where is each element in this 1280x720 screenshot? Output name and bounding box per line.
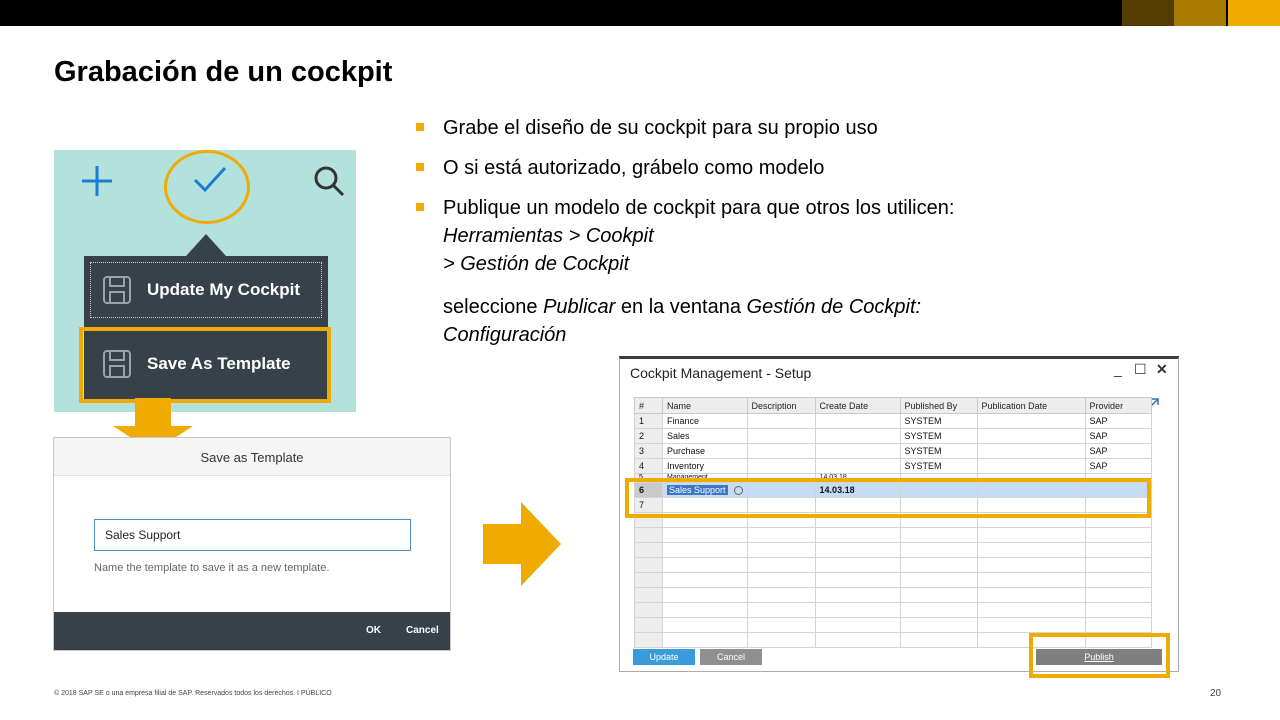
update-my-cockpit-item[interactable] [84,256,328,324]
table-cell [747,414,815,429]
row-number: 5 [635,474,663,483]
publish-button-highlight [1029,633,1170,678]
window-title: Cockpit Management - Setup [630,365,812,381]
top-band [0,0,1280,26]
row-number: 4 [635,459,663,474]
slide-title: Grabación de un cockpit [54,56,393,88]
instruction-text [414,293,1054,321]
empty-row [635,588,1152,603]
search-icon[interactable] [312,164,346,198]
row-number: 6 [635,483,663,498]
instruction-publish: Publicar [543,296,616,318]
instruction-part: seleccione [443,296,544,318]
minimize-button[interactable]: _ [1114,361,1122,377]
empty-row [635,528,1152,543]
empty-row [635,618,1152,633]
bullet-list [414,114,1054,349]
menu-path-line: > Gestión de Cockpit [443,253,630,275]
save-as-template-dialog [53,437,451,651]
templates-table [634,397,1152,648]
column-header[interactable]: Publication Date [977,398,1085,414]
menu-path-line: Herramientas > Cookpit [443,225,654,247]
table-cell: SAP [1085,429,1151,444]
column-header[interactable]: Create Date [815,398,900,414]
brand-swatch-gold [1228,0,1280,26]
dialog-hint: Name the template to save it as a new template. [94,562,330,574]
copyright-footer: © 2018 SAP SE o una empresa filial de SAP. Reservados todos los derechos. I PÚBLICO [54,690,332,697]
table-cell [815,444,900,459]
template-name-input[interactable]: Sales Support [94,519,411,551]
table-cell: Purchase [663,444,748,459]
column-header[interactable]: Name [663,398,748,414]
table-cell [977,429,1085,444]
brand-swatch-dark [1122,0,1174,26]
table-cell [815,459,900,474]
bullet-item: Publique un modelo de cockpit para que otros los utilicen: [414,194,1054,222]
save-as-template-highlight [79,327,331,403]
instruction-window: Gestión de Cockpit: [746,296,922,318]
floppy-disk-icon [102,275,132,305]
instruction-config: Configuración [443,324,567,346]
column-header[interactable]: Description [747,398,815,414]
table-cell: SYSTEM [900,429,977,444]
right-arrow-icon [483,502,561,586]
table-cell: SAP [1085,444,1151,459]
table-row[interactable] [635,444,1152,459]
selected-row-highlight [625,478,1151,518]
empty-row [635,558,1152,573]
row-number: 2 [635,429,663,444]
table-cell [815,429,900,444]
close-button[interactable]: ✕ [1156,361,1168,377]
column-header[interactable]: # [635,398,663,414]
table-cell: SYSTEM [900,414,977,429]
menu-path [414,250,1054,278]
table-cell [747,444,815,459]
dialog-title: Save as Template [54,438,450,476]
table-cell: SYSTEM [900,459,977,474]
cancel-button[interactable]: Cancel [700,649,762,665]
selected-name: Sales Support [669,484,726,495]
empty-row [635,543,1152,558]
update-my-cockpit-label: Update My Cockpit [147,280,301,299]
column-header[interactable]: Provider [1085,398,1151,414]
table-row[interactable] [635,429,1152,444]
table-cell: Sales [663,429,748,444]
page-number: 20 [1210,688,1222,699]
empty-row [635,603,1152,618]
table-cell: SAP [1085,414,1151,429]
table-cell [747,459,815,474]
table-row[interactable] [635,459,1152,474]
table-cell [977,444,1085,459]
maximize-button[interactable]: ☐ [1134,361,1147,377]
bullet-item: O si está autorizado, grábelo como modelo [414,154,1054,182]
instruction-part: en la ventana [615,296,747,318]
table-cell: SYSTEM [900,444,977,459]
column-header[interactable]: Published By [900,398,977,414]
update-button[interactable]: Update [633,649,695,665]
table-cell: 14.03.18 [815,483,900,498]
menu-pointer [186,234,226,256]
dialog-footer [54,612,450,650]
instruction-text [414,321,1054,349]
table-cell [747,429,815,444]
row-number: 7 [635,498,663,513]
table-row[interactable] [635,414,1152,429]
check-icon[interactable] [192,164,228,194]
save-as-template-label: Save As Template [147,354,291,373]
table-header-row [635,398,1152,414]
cancel-button[interactable]: Cancel [406,625,439,636]
table-cell [977,459,1085,474]
plus-icon[interactable] [80,164,114,198]
table-cell: 14.03.18 [815,474,900,483]
brand-swatch-mid [1174,0,1226,26]
publish-button[interactable]: Publish [1036,649,1162,665]
table-cell: Finance [663,414,748,429]
table-cell: Inventory [663,459,748,474]
table-cell: Management [663,474,748,483]
empty-row [635,573,1152,588]
table-cell: SAP [1085,459,1151,474]
menu-path [414,222,1054,250]
bullet-item: Grabe el diseño de su cockpit para su propio uso [414,114,1054,142]
table-cell [815,414,900,429]
row-number: 1 [635,414,663,429]
row-number: 3 [635,444,663,459]
table-cell [977,414,1085,429]
ok-button[interactable]: OK [366,625,381,636]
